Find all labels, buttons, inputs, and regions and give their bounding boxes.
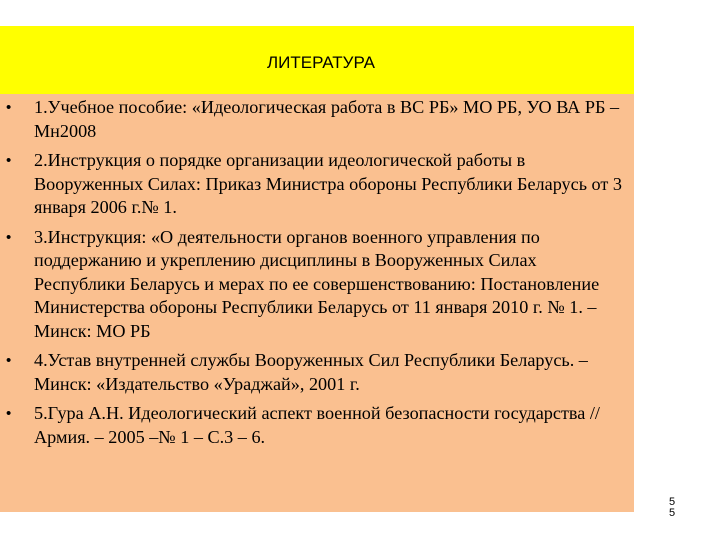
list-item — [0, 349, 630, 396]
reference-text: 2.Инструкция о порядке организации идеологической работы в Вооруженных Силах: Приказ Министра обороны Республики Беларусь от 3 января 2006 г.№ 1. — [34, 150, 622, 217]
list-item — [0, 149, 630, 220]
list-item — [0, 96, 630, 143]
title-band — [0, 26, 634, 94]
reference-text: 1.Учебное пособие: «Идеологическая работа в ВС РБ» МО РБ, УО ВА РБ – Мн2008 — [34, 97, 620, 141]
reference-text: 5.Гура А.Н. Идеологический аспект военной безопасности государства // Армия. – 2005 –№ 1 – С.3 – 6. — [34, 403, 600, 447]
bullet-icon: • — [6, 99, 12, 116]
page-number: 55 — [668, 496, 676, 519]
bullet-icon: • — [6, 152, 12, 169]
list-item — [0, 226, 630, 344]
reference-text: 4.Устав внутренней службы Вооруженных Сил Республики Беларусь. – Минск: «Издательство «Ураджай», 2001 г. — [34, 350, 588, 394]
list-item — [0, 402, 630, 449]
bullet-icon: • — [6, 352, 12, 369]
reference-text: 3.Инструкция: «О деятельности органов военного управления по поддержанию и укреплению дисциплины в Вооруженных Силах Республики Беларусь и мерах по ее совершенствованию: Постановление Министерства обороны Республики Беларусь от 11 января 2010 г. № 1. – Минск: МО РБ — [34, 226, 600, 341]
bullet-icon: • — [6, 405, 12, 422]
reference-list — [0, 96, 630, 455]
slide-title: ЛИТЕРАТУРА — [266, 53, 376, 72]
bullet-icon: • — [6, 228, 12, 246]
